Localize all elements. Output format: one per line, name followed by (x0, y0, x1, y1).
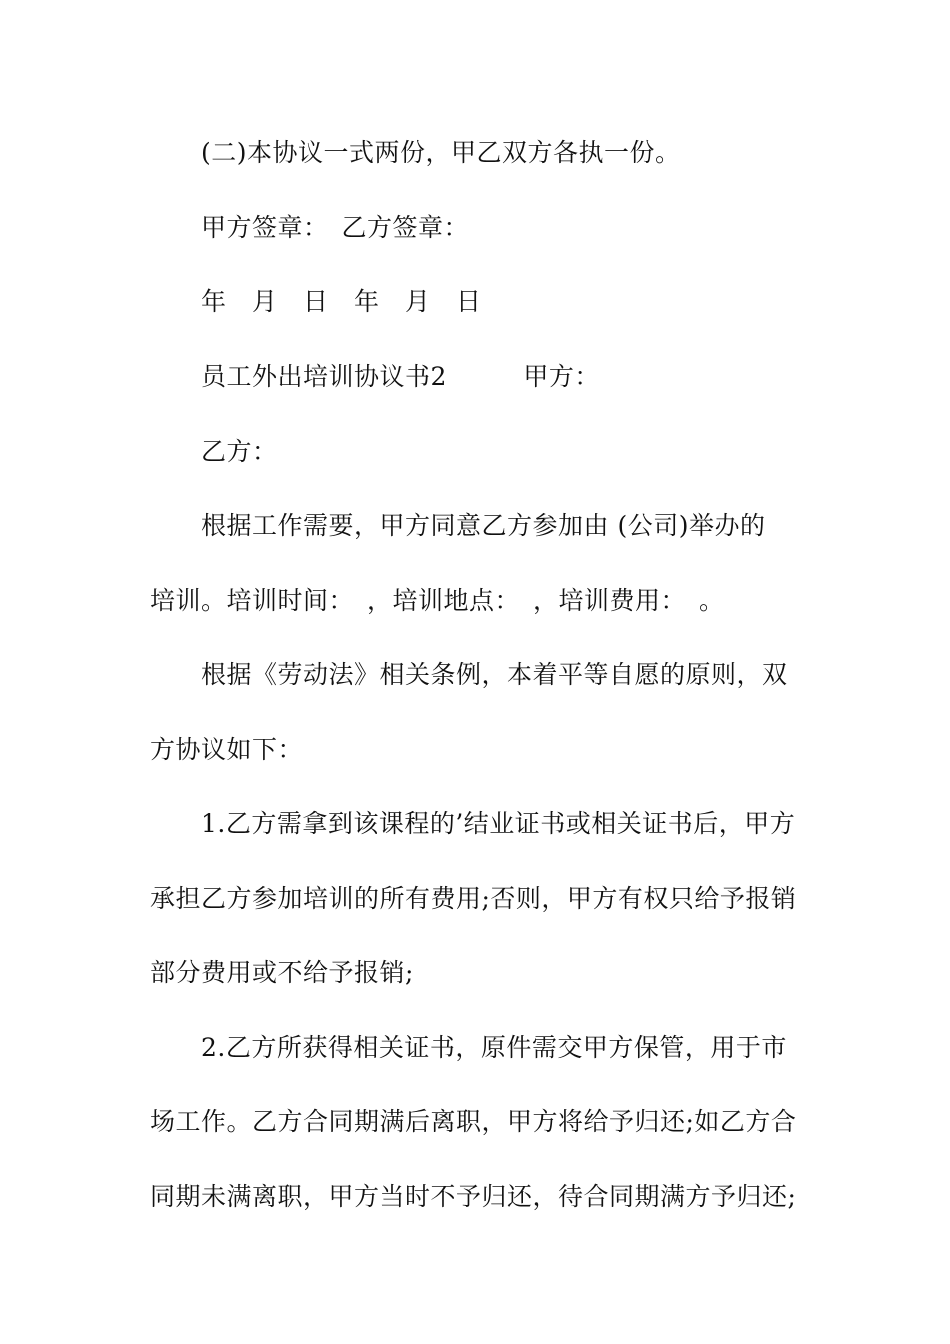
clause-1-line-1: 1.乙方需拿到该课程的’结业证书或相关证书后，甲方 (201, 809, 796, 838)
clause-2-line-1: 2.乙方所获得相关证书，原件需交甲方保管，用于市 (201, 1033, 787, 1062)
paragraph-law-line-2: 方协议如下： (150, 735, 304, 764)
paragraph-copies: (二)本协议一式两份，甲乙双方各执一份。 (201, 138, 681, 167)
clause-2-line-2: 场工作。乙方合同期满后离职，甲方将给予归还;如乙方合 (150, 1107, 797, 1136)
clause-2-line-3: 同期未满离职，甲方当时不予归还，待合同期满方予归还; (150, 1182, 797, 1211)
paragraph-intro-line-2: 培训。培训时间： ，培训地点： ，培训费用： 。 (150, 586, 725, 615)
clause-1-line-2: 承担乙方参加培训的所有费用;否则，甲方有权只给予报销 (150, 884, 797, 913)
signature-line: 甲方签章： 乙方签章： (201, 213, 470, 242)
date-line: 年 月 日 年 月 日 (201, 287, 482, 316)
paragraph-law-line-1: 根据《劳动法》相关条例，本着平等自愿的原则，双 (201, 660, 788, 689)
clause-1-line-3: 部分费用或不给予报销; (150, 958, 414, 987)
agreement-title-line: 员工外出培训协议书2 甲方： (201, 362, 600, 391)
party-b-line: 乙方： (201, 437, 278, 466)
paragraph-intro-line-1: 根据工作需要，甲方同意乙方参加由 (公司)举办的 (201, 511, 766, 540)
